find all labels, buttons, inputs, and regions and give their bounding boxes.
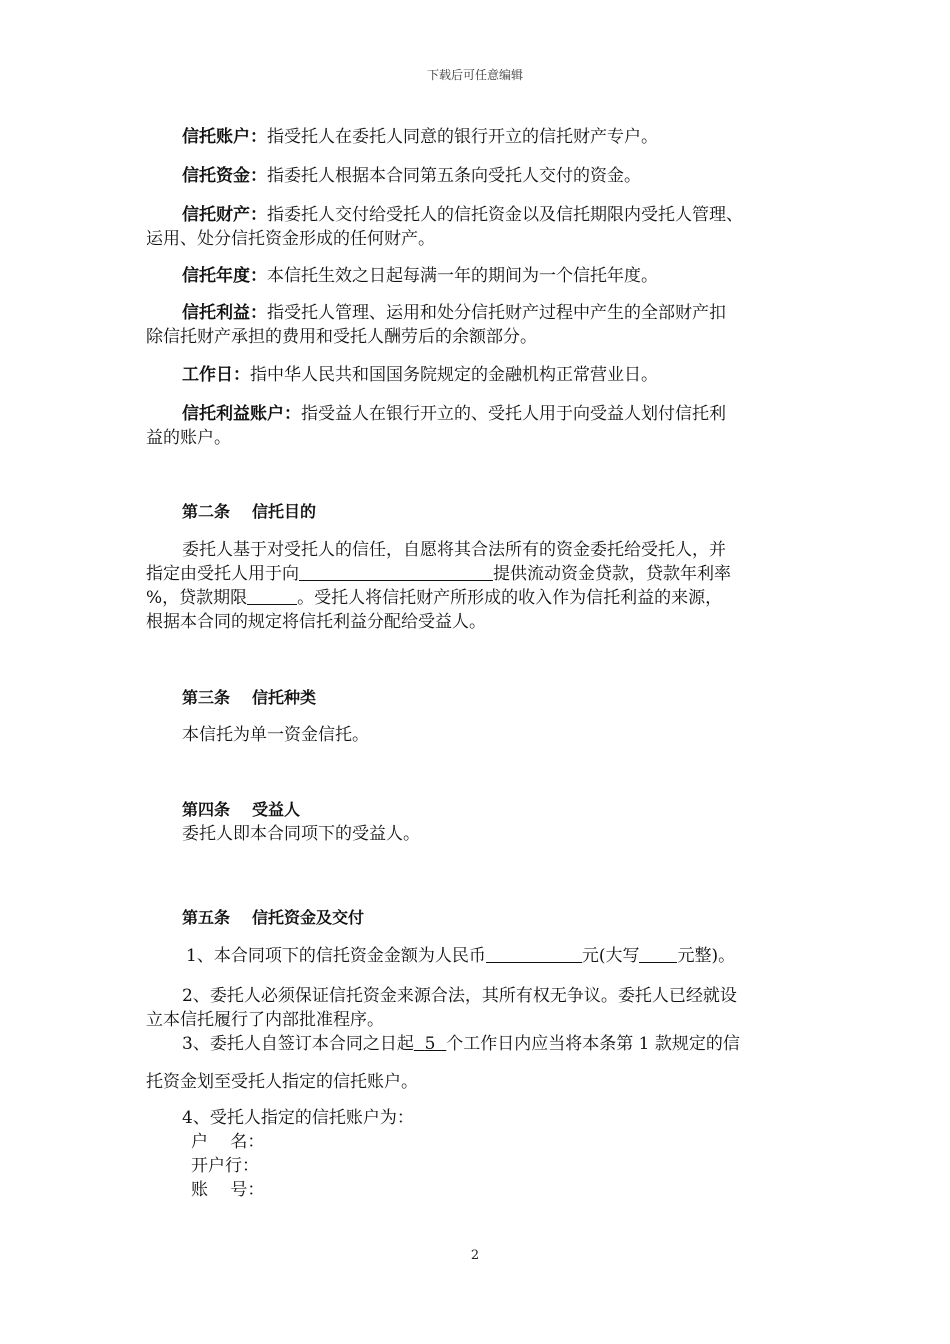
definition-benefit-account bbox=[182, 403, 726, 425]
article-5-clause-3 bbox=[182, 1033, 740, 1055]
loan-term-blank[interactable] bbox=[247, 588, 297, 605]
definition-term: 信托利益账户 bbox=[182, 404, 284, 424]
definition-separator: ： bbox=[250, 266, 267, 286]
definition-separator: ： bbox=[284, 404, 301, 424]
definition-text: 指受托人在委托人同意的银行开立的信托财产专户。 bbox=[267, 127, 658, 147]
definition-separator: ： bbox=[250, 303, 267, 323]
definition-term: 工作日 bbox=[182, 365, 233, 385]
article-5-heading bbox=[182, 907, 364, 929]
account-name-label: 户 名： bbox=[191, 1132, 265, 1152]
days-number: 5 bbox=[424, 1034, 436, 1054]
definition-text: 指中华人民共和国国务院规定的金融机构正常营业日。 bbox=[250, 365, 658, 385]
definition-term: 信托年度 bbox=[182, 266, 250, 286]
definition-trust-account bbox=[182, 126, 658, 148]
definition-term: 信托资金 bbox=[182, 166, 250, 186]
article-number: 第二条 bbox=[182, 502, 231, 521]
definition-trust-year bbox=[182, 265, 658, 287]
definition-text: 指受托人管理、运用和处分信托财产过程中产生的全部财产扣 bbox=[267, 303, 726, 323]
text-segment: 元整)。 bbox=[677, 946, 736, 966]
definition-text: 指委托人根据本合同第五条向受托人交付的资金。 bbox=[267, 166, 641, 186]
article-5-clause-4: 4、受托人指定的信托账户为： bbox=[182, 1108, 414, 1128]
article-title: 受益人 bbox=[252, 800, 301, 819]
account-bank-label: 开户行： bbox=[191, 1156, 259, 1176]
definition-trust-property bbox=[182, 204, 743, 226]
definition-working-day bbox=[182, 364, 658, 386]
definition-separator: ： bbox=[250, 205, 267, 225]
definition-trust-funds bbox=[182, 165, 641, 187]
definition-text: 指委托人交付给受托人的信托资金以及信托期限内受托人管理、 bbox=[267, 205, 743, 225]
text-segment: 个工作日内应当将本条第 1 款规定的信 bbox=[446, 1034, 740, 1054]
text-segment: 3、委托人自签订本合同之日起 bbox=[182, 1034, 414, 1054]
article-title: 信托资金及交付 bbox=[252, 908, 365, 927]
article-number: 第五条 bbox=[182, 908, 231, 927]
definition-continuation: 除信托财产承担的费用和受托人酬劳后的余额部分。 bbox=[146, 327, 537, 347]
borrower-blank[interactable] bbox=[299, 564, 493, 581]
text-segment: 1、本合同项下的信托资金金额为人民币 bbox=[186, 946, 486, 966]
article-5-clause-2: 2、委托人必须保证信托资金来源合法，其所有权无争议。委托人已经就设 bbox=[182, 986, 737, 1006]
article-5-clause-1 bbox=[186, 945, 735, 967]
definition-separator: ： bbox=[233, 365, 250, 385]
article-4-heading bbox=[182, 799, 300, 821]
definition-continuation: 益的账户。 bbox=[146, 428, 231, 448]
text-segment: 指定由受托人用于向 bbox=[146, 564, 299, 584]
definition-term: 信托利益 bbox=[182, 303, 250, 323]
definition-text: 指受益人在银行开立的、受托人用于向受益人划付信托利 bbox=[301, 404, 726, 424]
article-number: 第三条 bbox=[182, 688, 231, 707]
article-2-heading bbox=[182, 501, 316, 523]
definition-text: 本信托生效之日起每满一年的期间为一个信托年度。 bbox=[267, 266, 658, 286]
text-segment: 提供流动资金贷款，贷款年利率 bbox=[493, 564, 731, 584]
article-number: 第四条 bbox=[182, 800, 231, 819]
definition-separator: ： bbox=[250, 127, 267, 147]
article-2-line-2 bbox=[146, 563, 731, 585]
definition-continuation: 运用、处分信托资金形成的任何财产。 bbox=[146, 229, 435, 249]
days-value bbox=[414, 1034, 446, 1054]
article-title: 信托种类 bbox=[252, 688, 317, 707]
article-2-line-3 bbox=[146, 587, 722, 609]
definition-trust-benefit bbox=[182, 302, 726, 324]
article-5-clause-3-cont: 托资金划至受托人指定的信托账户。 bbox=[146, 1072, 418, 1092]
definition-separator: ： bbox=[250, 166, 267, 186]
article-4-text: 委托人即本合同项下的受益人。 bbox=[182, 824, 420, 844]
article-5-clause-2-cont: 立本信托履行了内部批准程序。 bbox=[146, 1010, 384, 1030]
article-3-text: 本信托为单一资金信托。 bbox=[182, 725, 369, 745]
text-segment: 元(大写 bbox=[581, 946, 640, 966]
article-2-line-4: 根据本合同的规定将信托利益分配给受益人。 bbox=[146, 612, 486, 632]
article-2-line-1: 委托人基于对受托人的信任，自愿将其合法所有的资金委托给受托人，并 bbox=[182, 540, 726, 560]
amount-words-blank[interactable] bbox=[639, 946, 677, 963]
definition-term: 信托账户 bbox=[182, 127, 250, 147]
page-header: 下载后可任意编辑 bbox=[426, 68, 523, 82]
definition-term: 信托财产 bbox=[182, 205, 250, 225]
account-number-label: 账 号： bbox=[191, 1180, 265, 1200]
text-segment: %，贷款期限 bbox=[146, 588, 248, 608]
amount-blank[interactable] bbox=[486, 946, 582, 963]
article-3-heading bbox=[182, 687, 316, 709]
text-segment: 。受托人将信托财产所形成的收入作为信托利益的来源， bbox=[297, 588, 723, 608]
article-title: 信托目的 bbox=[252, 502, 317, 521]
page-number: 2 bbox=[470, 1248, 480, 1263]
